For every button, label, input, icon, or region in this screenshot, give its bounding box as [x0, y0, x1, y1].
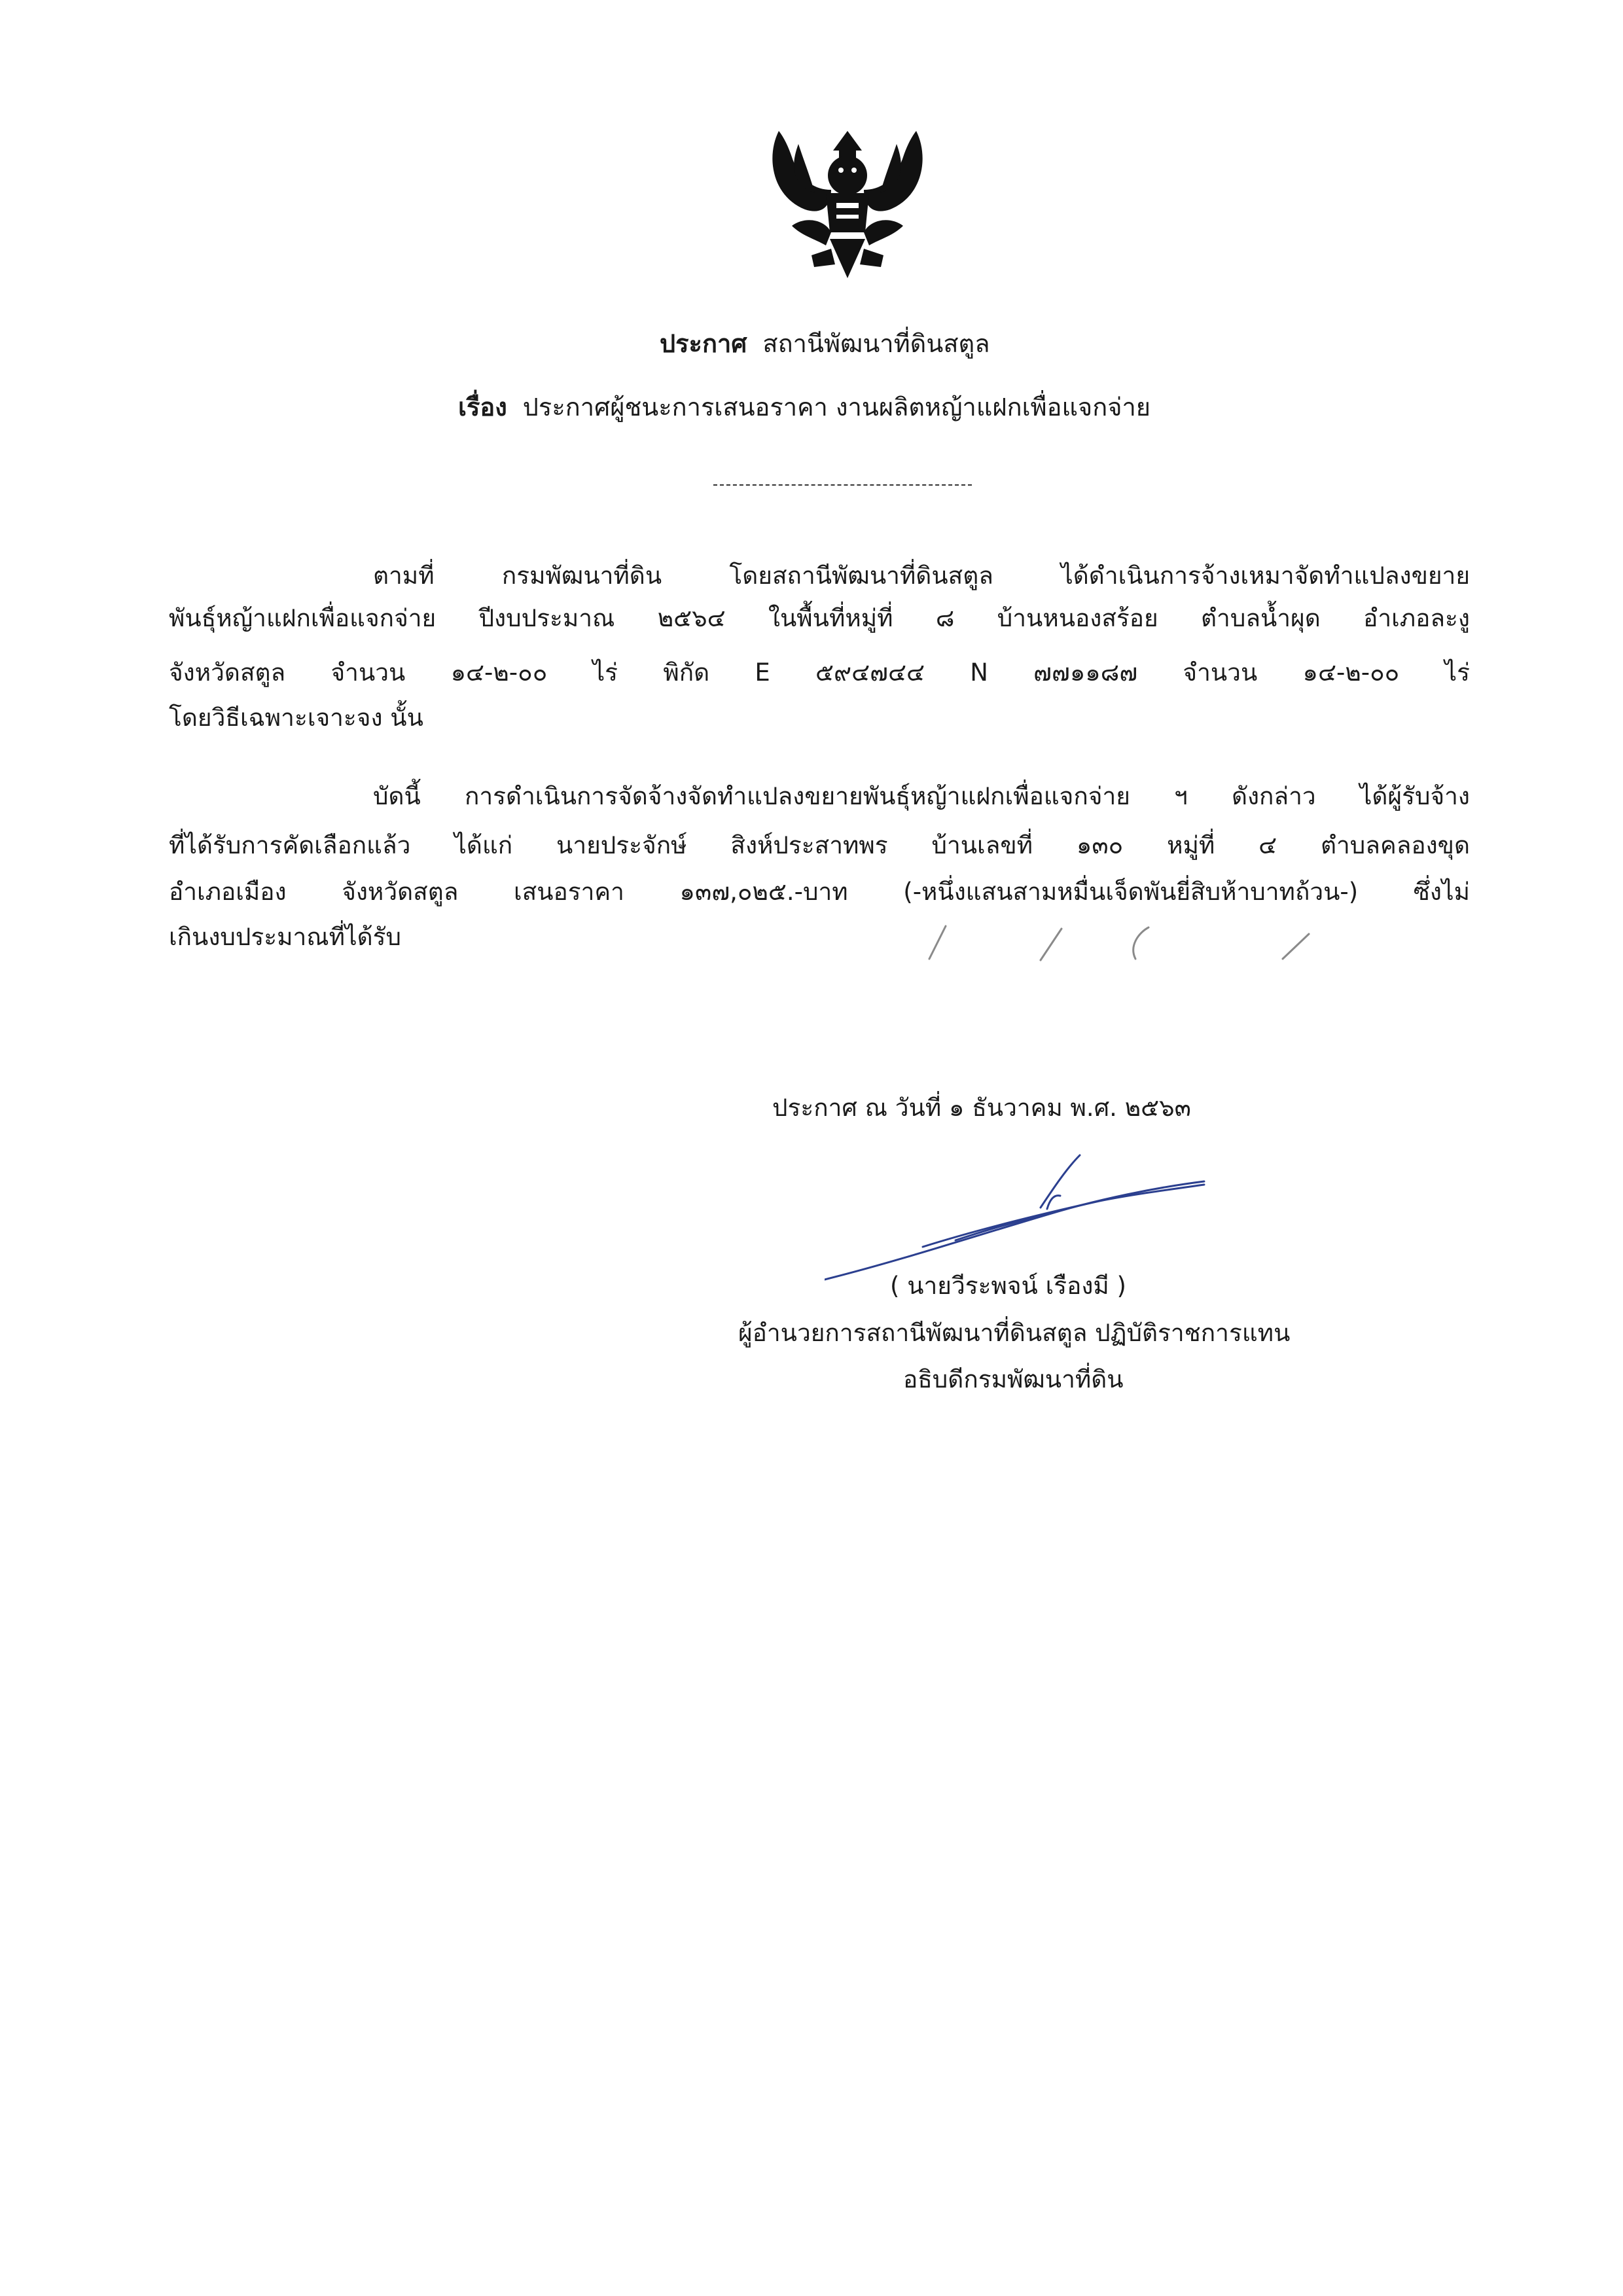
paragraph-1-line-4: โดยวิธีเฉพาะเจาะจง นั้น [169, 704, 423, 732]
hand-check-marks [916, 920, 1342, 965]
announcement-subject [458, 389, 1150, 425]
subject-label: เรื่อง [458, 393, 507, 422]
paragraph-1-line-1: ตามที่ กรมพัฒนาที่ดิน โดยสถานีพัฒนาที่ดินสตูล ได้ดำเนินการจ้างเหมาจัดทำแปลงขยาย [373, 562, 1470, 590]
title-text: สถานีพัฒนาที่ดินสตูล [762, 329, 990, 358]
paragraph-1-line-2: พันธุ์หญ้าแฝกเพื่อแจกจ่าย ปีงบประมาณ ๒๕๖๔ ในพื้นที่หมู่ที่ ๘ บ้านหนองสร้อย ตำบลน้ำผุด อำเภอละงู [169, 604, 1470, 632]
subject-text: ประกาศผู้ชนะการเสนอราคา งานผลิตหญ้าแฝกเพื่อแจกจ่าย [522, 393, 1151, 422]
signer-name: ( นายวีระพจน์ เรืองมี ) [890, 1272, 1126, 1300]
paragraph-2-line-4: เกินงบประมาณที่ได้รับ [169, 923, 402, 951]
paragraph-2-line-2: ที่ได้รับการคัดเลือกแล้ว ได้แก่ นายประจักษ์ สิงห์ประสาทพร บ้านเลขที่ ๑๓๐ หมู่ที่ ๔ ตำบลคลองขุด [169, 831, 1470, 859]
paragraph-1-line-3: จังหวัดสตูล จำนวน ๑๔-๒-๐๐ ไร่ พิกัด E ๕๙๔๗๔๔ N ๗๗๑๑๘๗ จำนวน ๑๔-๒-๐๐ ไร่ [169, 658, 1470, 687]
garuda-emblem-icon [753, 105, 942, 288]
title-label: ประกาศ [660, 329, 747, 358]
title-divider [713, 484, 972, 486]
announcement-title [660, 325, 990, 362]
announcement-date: ประกาศ ณ วันที่ ๑ ธันวาคม พ.ศ. ๒๕๖๓ [772, 1094, 1191, 1122]
paragraph-2-line-3: อำเภอเมือง จังหวัดสตูล เสนอราคา ๑๓๗,๐๒๕.-บาท (-หนึ่งแสนสามหมื่นเจ็ดพันยี่สิบห้าบาทถ้วน-) ซึ่งไม่ [169, 878, 1470, 906]
paragraph-2-line-1: บัดนี้ การดำเนินการจัดจ้างจัดทำแปลงขยายพันธุ์หญ้าแฝกเพื่อแจกจ่าย ฯ ดังกล่าว ได้ผู้รับจ้าง [373, 782, 1470, 810]
signer-organization: อธิบดีกรมพัฒนาที่ดิน [903, 1365, 1124, 1393]
signer-title: ผู้อำนวยการสถานีพัฒนาที่ดินสตูล ปฏิบัติราชการแทน [738, 1319, 1291, 1347]
